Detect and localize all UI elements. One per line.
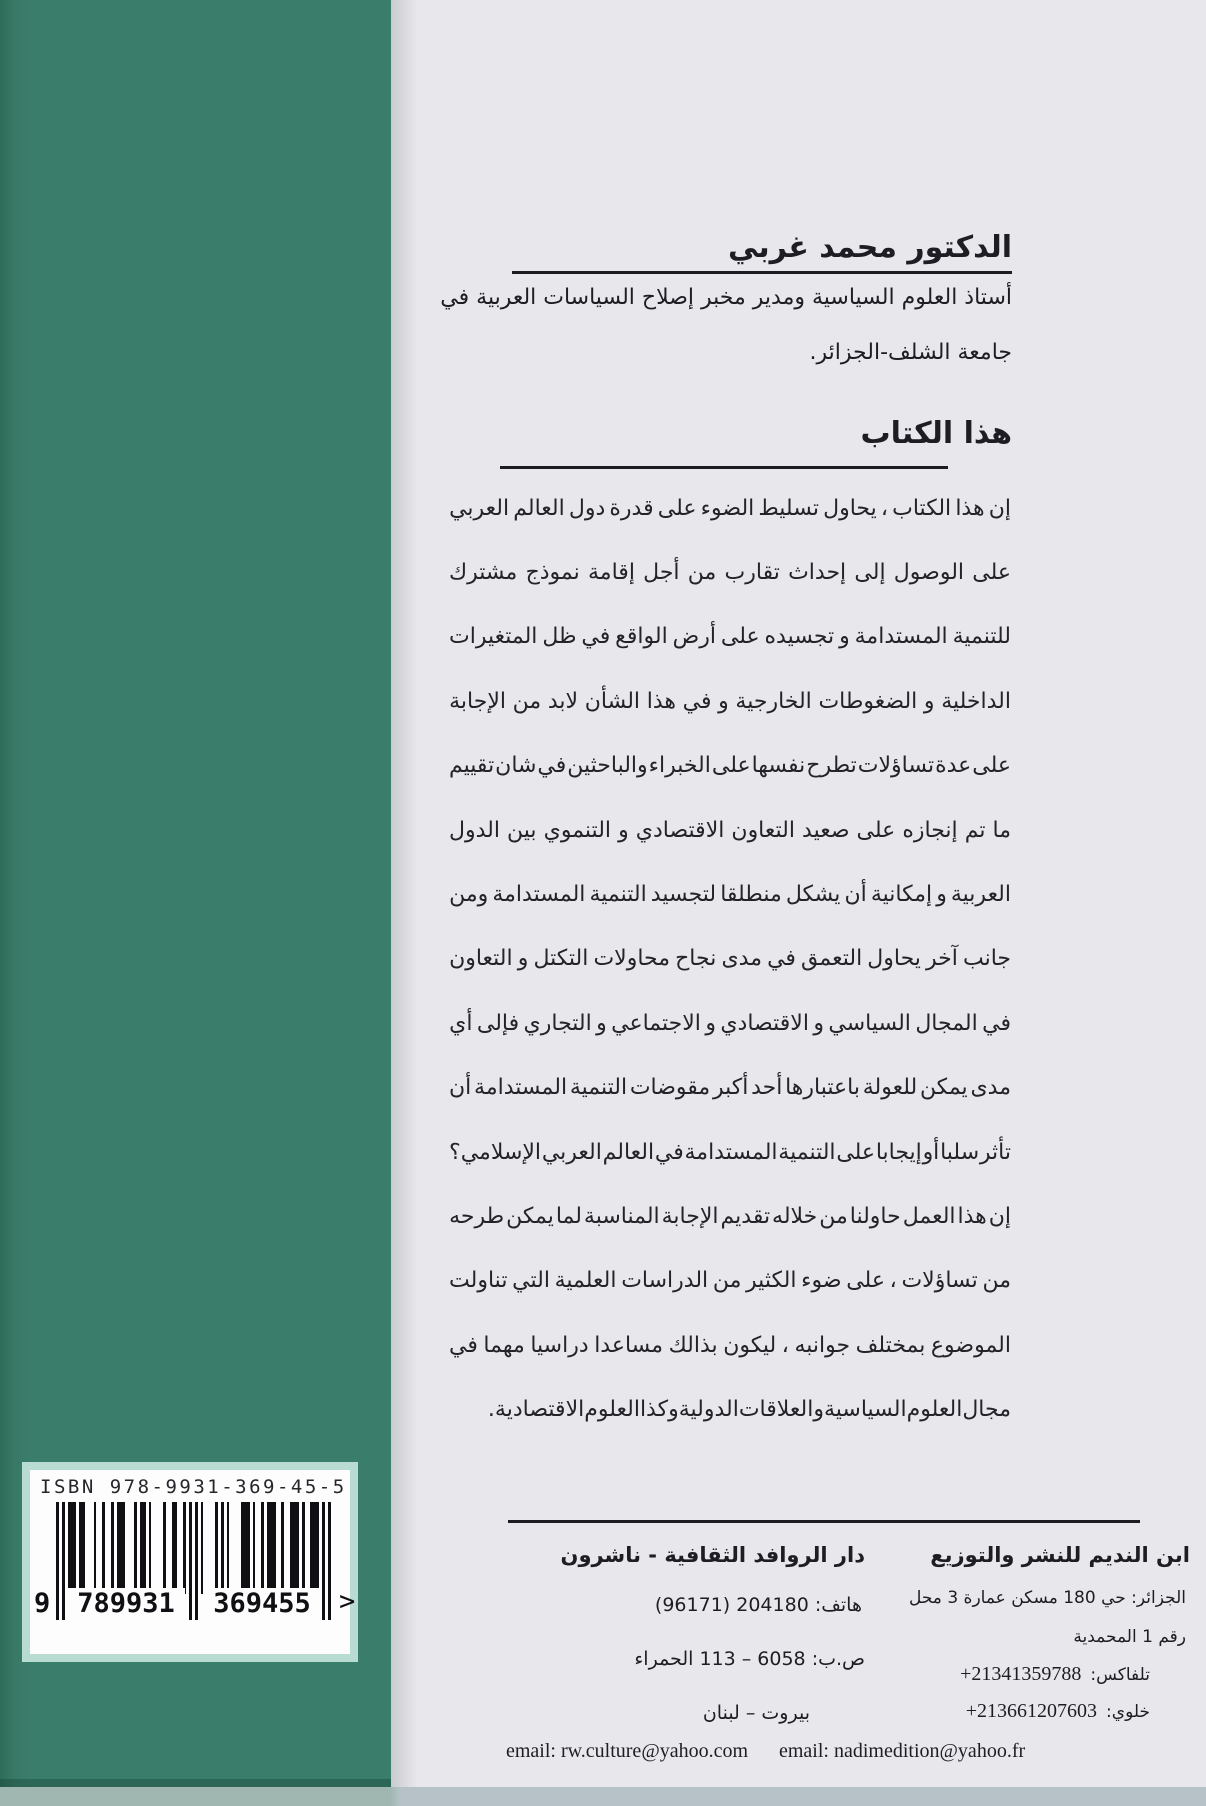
author-name: الدكتور محمد غربي: [728, 230, 1012, 265]
back-cover-page: [391, 0, 1206, 1787]
spine-panel: [0, 0, 391, 1787]
barcode-bars: [34, 1502, 356, 1624]
description-line: جانب آخر يحاول التعمق في مدى نجاح محاولات التكتل و التعاون: [449, 946, 1011, 972]
description-line: على عدة تساؤلات تطرح نفسها على الخبراء والباحثين في شان تقييم: [449, 753, 1011, 779]
mobile-label: خلوي:: [1106, 1701, 1150, 1722]
publisher-right-address2: رقم 1 المحمدية: [1073, 1627, 1186, 1647]
publisher-right-address1: الجزائر: حي 180 مسكن عمارة 3 محل: [908, 1588, 1186, 1608]
about-underline: [500, 466, 948, 469]
isbn-label: ISBN 978-9931-369-45-5: [40, 1476, 347, 1498]
description-line: الموضوع بمختلف جوانبه ، ليكون بذالك مساعدا دراسيا مهما في: [449, 1332, 1011, 1358]
description-line: إن هذا الكتاب ، يحاول تسليط الضوء على قدرة دول العالم العربي: [449, 495, 1011, 521]
description-line: إن هذا العمل حاولنا من خلاله تقديم الإجابة المناسبة لما يمكن طرحه: [449, 1203, 1011, 1229]
barcode-digits-group2: 369455: [203, 1588, 321, 1620]
description-line: على الوصول إلى إحداث تقارب من أجل إقامة نموذج مشترك: [449, 560, 1011, 586]
author-underline: [512, 271, 1012, 274]
book-description: [449, 476, 1011, 1442]
description-line: العربية و إمكانية أن يشكل منطلقا لتجسيد التنمية المستدامة ومن: [449, 882, 1011, 908]
publisher-right-name: ابن النديم للنشر والتوزيع: [930, 1543, 1190, 1567]
description-line: مدى يمكن للعولة باعتبارها أحد أكبر مقوضات التنمية المستدامة أن: [449, 1075, 1011, 1101]
publisher-right-email: email: nadimedition@yahoo.fr: [779, 1740, 1026, 1762]
description-line: للتنمية المستدامة و تجسيده على أرض الواقع في ظل المتغيرات: [449, 624, 1011, 650]
scan-bottom-edge: [0, 1787, 1206, 1806]
description-line: في المجال السياسي و الاقتصادي و الاجتماعي و التجاري فإلى أي: [449, 1010, 1011, 1036]
barcode: [22, 1462, 358, 1662]
barcode-digit-first: 9: [34, 1588, 51, 1619]
description-line: مجال العلوم السياسية والعلاقات الدولية وكذا العلوم الاقتصادية .: [487, 1397, 1011, 1423]
barcode-arrow: >: [339, 1586, 356, 1617]
about-heading: هذا الكتاب: [860, 416, 1012, 451]
publisher-left-name: دار الروافد الثقافية - ناشرون: [560, 1543, 865, 1567]
publisher-right-telefax: [960, 1663, 1150, 1686]
author-bio-line2: جامعة الشلف-الجزائر.: [809, 340, 1012, 365]
publisher-right-mobile: [966, 1700, 1150, 1723]
telefax-number: +21341359788: [960, 1663, 1082, 1685]
publisher-left-email: email: rw.culture@yahoo.com: [506, 1740, 749, 1762]
mobile-number: +213661207603: [965, 1700, 1098, 1722]
description-line: ما تم إنجازه على صعيد التعاون الاقتصادي و التنموي بين الدول: [449, 817, 1011, 843]
description-line: من تساؤلات ، على ضوء الكثير من الدراسات العلمية التي تناولت: [449, 1268, 1011, 1294]
publisher-left-city: بيروت – لبنان: [702, 1702, 810, 1724]
publisher-left-pobox: ص.ب: 6058 – 113 الحمراء: [634, 1648, 865, 1670]
barcode-digits-group1: 789931: [67, 1588, 185, 1620]
description-line: تأثر سلبا أو إيجابا على التنمية المستدامة في العالم العربي الإسلامي؟: [449, 1139, 1011, 1165]
author-bio-line1: أستاذ العلوم السياسية ومدير مخبر إصلاح السياسات العربية في: [440, 285, 1012, 310]
publisher-divider: [508, 1520, 1140, 1523]
description-line: الداخلية و الضغوطات الخارجية و في هذا الشأن لابد من الإجابة: [449, 688, 1011, 714]
telefax-label: تلفاكس:: [1090, 1664, 1150, 1685]
publisher-left-phone: هاتف: 204180 (96171): [654, 1594, 862, 1616]
